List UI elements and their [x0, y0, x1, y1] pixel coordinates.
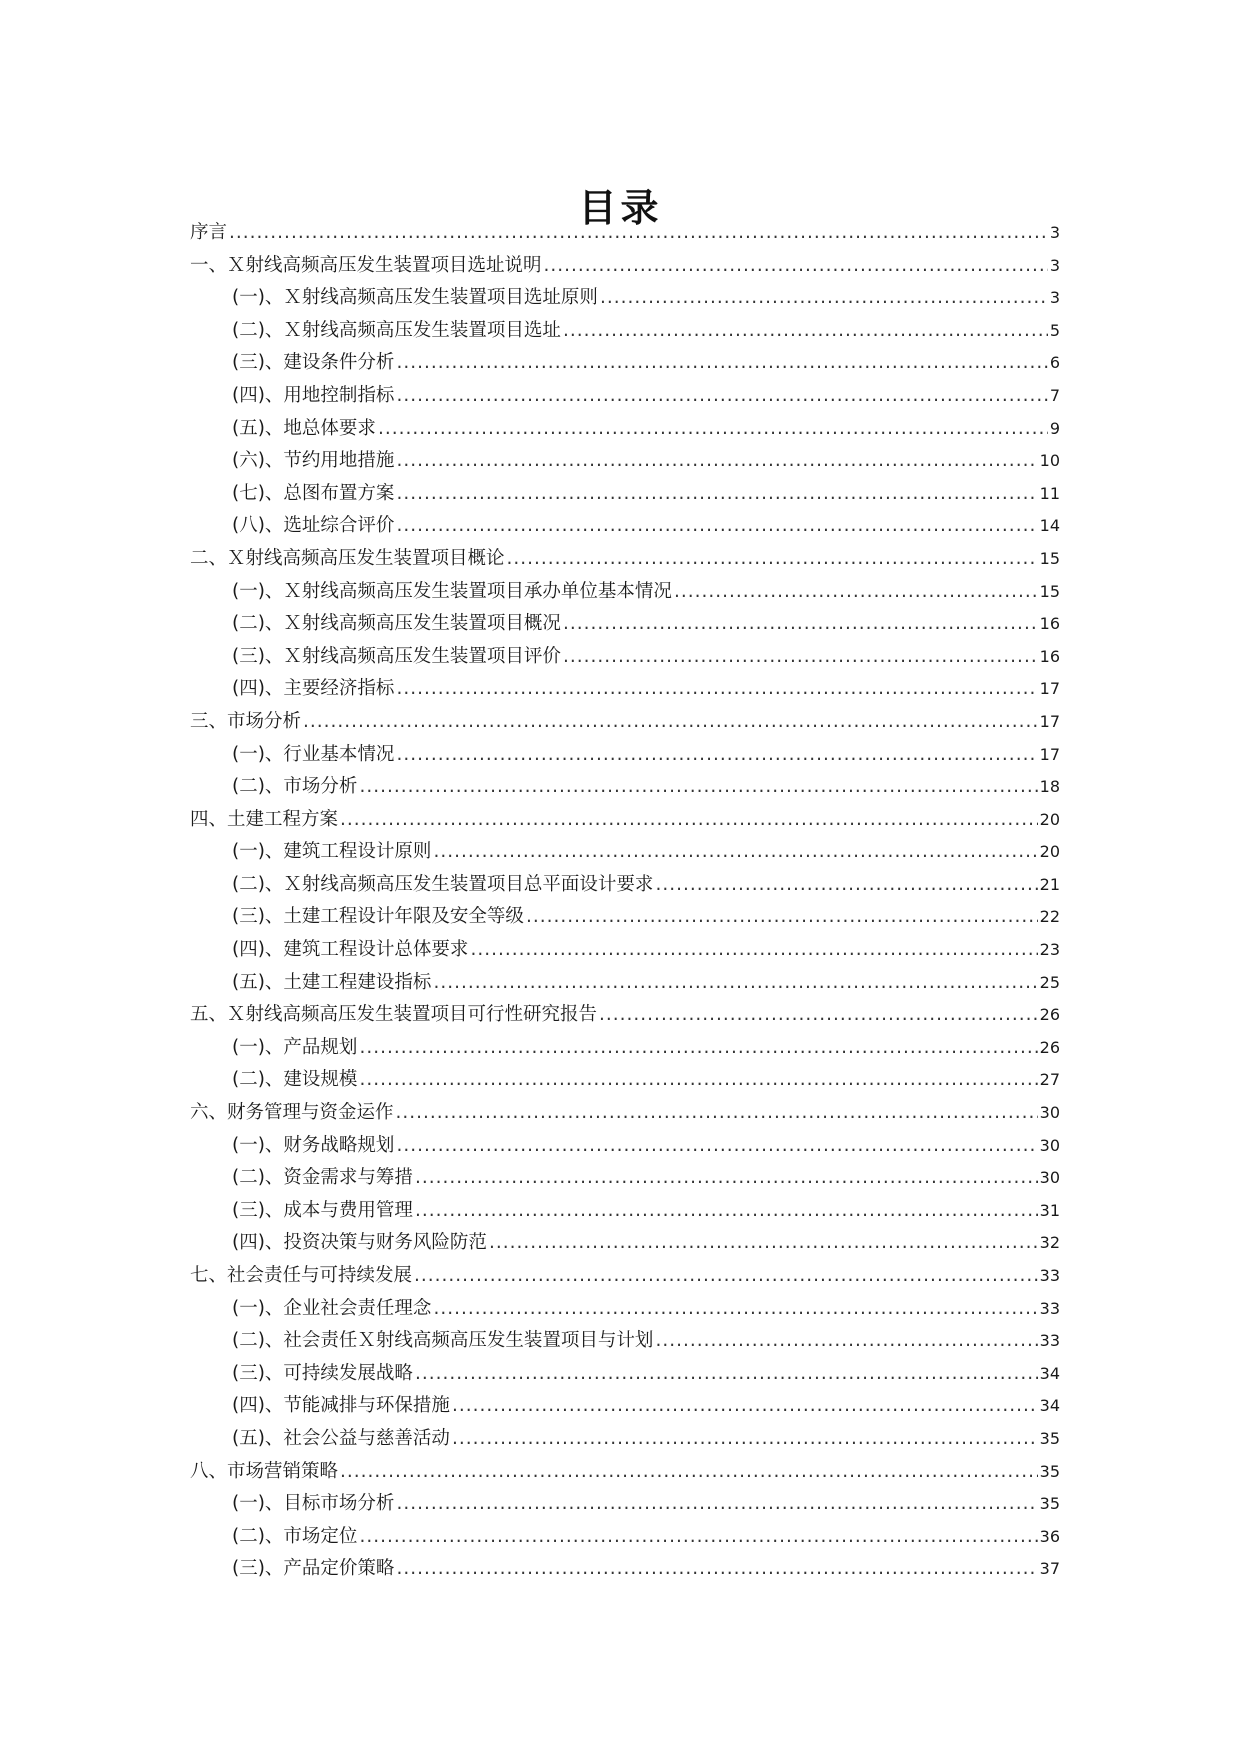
toc-section-entry[interactable]	[190, 739, 1060, 772]
toc-page-number: 25	[1039, 972, 1060, 992]
toc-entry-label: (三)、Ｘ射线高频高压发生装置项目评价	[232, 645, 561, 667]
toc-section-entry[interactable]	[190, 510, 1060, 543]
dot-leader	[415, 1195, 1038, 1228]
toc-entry-label: 四、土建工程方案	[190, 808, 339, 830]
toc-section-entry[interactable]	[190, 1130, 1060, 1163]
dot-leader	[563, 608, 1038, 641]
toc-chapter-entry[interactable]	[190, 706, 1060, 739]
toc-entry-label: (三)、成本与费用管理	[232, 1199, 413, 1221]
dot-leader	[655, 869, 1037, 902]
toc-page-number: 5	[1049, 320, 1060, 340]
toc-section-entry[interactable]	[190, 901, 1060, 934]
toc-entry-label: (一)、企业社会责任理念	[232, 1297, 432, 1319]
toc-page-number: 32	[1039, 1233, 1060, 1253]
toc-page-number: 14	[1039, 516, 1060, 536]
toc-section-entry[interactable]	[190, 1195, 1060, 1228]
toc-page-number: 35	[1039, 1428, 1060, 1448]
toc-page-number: 11	[1039, 483, 1060, 503]
toc-entry-label: 六、财务管理与资金运作	[190, 1102, 394, 1124]
dot-leader	[415, 1162, 1038, 1195]
dot-leader	[433, 1293, 1037, 1326]
toc-entry-label: (五)、土建工程建设指标	[232, 971, 432, 993]
toc-page-number: 18	[1039, 777, 1060, 797]
toc-page-number: 37	[1039, 1559, 1060, 1579]
toc-entry-label: (一)、目标市场分析	[232, 1493, 395, 1515]
toc-section-entry[interactable]	[190, 413, 1060, 446]
toc-chapter-entry[interactable]	[190, 999, 1060, 1032]
toc-entry-label: (八)、选址综合评价	[232, 515, 395, 537]
toc-entry-label: (二)、建设规模	[232, 1069, 358, 1091]
dot-leader	[340, 804, 1038, 837]
toc-entry-label: (四)、节能减排与环保措施	[232, 1395, 450, 1417]
toc-entry-label: (二)、市场定位	[232, 1525, 358, 1547]
dot-leader	[674, 576, 1038, 609]
toc-section-entry[interactable]	[190, 967, 1060, 1000]
toc-page-number: 36	[1039, 1526, 1060, 1546]
toc-section-entry[interactable]	[190, 315, 1060, 348]
dot-leader	[433, 836, 1037, 869]
toc-section-entry[interactable]	[190, 1227, 1060, 1260]
toc-page-number: 9	[1049, 418, 1060, 438]
dot-leader	[599, 999, 1038, 1032]
toc-page-number: 30	[1039, 1168, 1060, 1188]
toc-entry-label: 序言	[190, 222, 228, 243]
toc-section-entry[interactable]	[190, 1064, 1060, 1097]
toc-page-number: 3	[1049, 255, 1060, 275]
toc-section-entry[interactable]	[190, 673, 1060, 706]
toc-chapter-entry[interactable]	[190, 250, 1060, 283]
toc-page-number: 26	[1039, 1005, 1060, 1025]
dot-leader	[359, 1521, 1037, 1554]
page-title: 目录	[578, 186, 663, 231]
dot-leader	[340, 1456, 1038, 1489]
toc-entry-label: (六)、节约用地措施	[232, 450, 395, 472]
dot-leader	[396, 1553, 1037, 1586]
toc-page-number: 7	[1049, 385, 1060, 405]
toc-chapter-entry[interactable]	[190, 217, 1060, 250]
dot-leader	[452, 1423, 1038, 1456]
dot-leader	[229, 217, 1048, 250]
dot-leader	[396, 1097, 1038, 1130]
toc-section-entry[interactable]	[190, 1390, 1060, 1423]
dot-leader	[415, 1358, 1038, 1391]
toc-entry-label: (四)、建筑工程设计总体要求	[232, 939, 469, 961]
toc-page-number: 6	[1049, 353, 1060, 373]
toc-section-entry[interactable]	[190, 771, 1060, 804]
toc-entry-label: (四)、投资决策与财务风险防范	[232, 1232, 487, 1254]
dot-leader	[655, 1325, 1037, 1358]
dot-leader	[452, 1390, 1038, 1423]
dot-leader	[396, 478, 1037, 511]
toc-page-number: 33	[1039, 1331, 1060, 1351]
toc-chapter-entry[interactable]	[190, 543, 1060, 576]
dot-leader	[526, 901, 1038, 934]
table-of-contents	[190, 217, 1060, 1586]
toc-page-number: 26	[1039, 1037, 1060, 1057]
dot-leader	[544, 250, 1048, 283]
toc-entry-label: (四)、用地控制指标	[232, 384, 395, 406]
toc-section-entry[interactable]	[190, 1325, 1060, 1358]
toc-section-entry[interactable]	[190, 347, 1060, 380]
dot-leader	[396, 380, 1047, 413]
toc-section-entry[interactable]	[190, 869, 1060, 902]
toc-page-number: 15	[1039, 581, 1060, 601]
toc-entry-label: (一)、产品规划	[232, 1036, 358, 1058]
toc-entry-label: 七、社会责任与可持续发展	[190, 1265, 413, 1286]
toc-entry-label: 二、Ｘ射线高频高压发生装置项目概论	[190, 547, 505, 569]
dot-leader	[359, 1064, 1037, 1097]
toc-entry-label: (二)、Ｘ射线高频高压发生装置项目总平面设计要求	[232, 873, 654, 895]
toc-entry-label: (二)、资金需求与筹措	[232, 1167, 413, 1189]
toc-entry-label: (二)、市场分析	[232, 776, 358, 798]
toc-page-number: 22	[1039, 907, 1060, 927]
toc-section-entry[interactable]	[190, 836, 1060, 869]
dot-leader	[396, 347, 1047, 380]
dot-leader	[359, 1032, 1037, 1065]
toc-section-entry[interactable]	[190, 641, 1060, 674]
dot-leader	[359, 771, 1037, 804]
toc-entry-label: (一)、Ｘ射线高频高压发生装置项目选址原则	[232, 287, 598, 309]
toc-chapter-entry[interactable]	[190, 1097, 1060, 1130]
dot-leader	[563, 641, 1038, 674]
toc-page-number: 30	[1039, 1135, 1060, 1155]
toc-section-entry[interactable]	[190, 478, 1060, 511]
toc-page-number: 34	[1039, 1363, 1060, 1383]
toc-page-number: 17	[1039, 711, 1060, 731]
dot-leader	[507, 543, 1038, 576]
toc-entry-label: (一)、建筑工程设计原则	[232, 841, 432, 863]
toc-entry-label: (三)、可持续发展战略	[232, 1362, 413, 1384]
toc-page-number: 27	[1039, 1070, 1060, 1090]
toc-page-number: 33	[1039, 1266, 1060, 1285]
toc-page-number: 3	[1049, 288, 1060, 308]
dot-leader	[396, 1488, 1037, 1521]
toc-page-number: 23	[1039, 940, 1060, 960]
toc-section-entry[interactable]	[190, 282, 1060, 315]
toc-chapter-entry[interactable]	[190, 1456, 1060, 1489]
toc-entry-label: (二)、Ｘ射线高频高压发生装置项目选址	[232, 319, 561, 341]
toc-entry-label: (三)、产品定价策略	[232, 1558, 395, 1580]
toc-page-number: 21	[1039, 874, 1060, 894]
toc-page-number: 16	[1039, 614, 1060, 634]
dot-leader	[396, 510, 1037, 543]
dot-leader	[433, 967, 1037, 1000]
dot-leader	[396, 673, 1037, 706]
toc-section-entry[interactable]	[190, 608, 1060, 641]
toc-section-entry[interactable]	[190, 1521, 1060, 1554]
toc-page-number: 33	[1039, 1298, 1060, 1318]
dot-leader	[414, 1260, 1038, 1293]
toc-entry-label: 八、市场营销策略	[190, 1460, 339, 1482]
toc-chapter-entry[interactable]	[190, 1260, 1060, 1293]
dot-leader	[396, 445, 1037, 478]
dot-leader	[396, 739, 1037, 772]
toc-entry-label: (一)、行业基本情况	[232, 743, 395, 765]
toc-section-entry[interactable]	[190, 1293, 1060, 1326]
toc-page-number: 31	[1039, 1200, 1060, 1220]
toc-page-number: 20	[1039, 842, 1060, 862]
toc-section-entry[interactable]	[190, 1553, 1060, 1586]
toc-section-entry[interactable]	[190, 445, 1060, 478]
toc-section-entry[interactable]	[190, 934, 1060, 967]
toc-entry-label: (三)、建设条件分析	[232, 352, 395, 374]
toc-page-number: 34	[1039, 1396, 1060, 1416]
toc-page-number: 3	[1049, 223, 1060, 242]
toc-page-number: 17	[1039, 744, 1060, 764]
toc-section-entry[interactable]	[190, 1488, 1060, 1521]
toc-page-number: 17	[1039, 679, 1060, 699]
toc-page-number: 15	[1039, 548, 1060, 568]
toc-page-number: 35	[1039, 1494, 1060, 1514]
dot-leader	[378, 413, 1048, 446]
dot-leader	[600, 282, 1048, 315]
toc-entry-label: (七)、总图布置方案	[232, 482, 395, 504]
dot-leader	[489, 1227, 1038, 1260]
toc-entry-label: (四)、主要经济指标	[232, 678, 395, 700]
toc-page-number: 16	[1039, 646, 1060, 666]
toc-entry-label: (一)、Ｘ射线高频高压发生装置项目承办单位基本情况	[232, 580, 672, 602]
toc-entry-label: (五)、地总体要求	[232, 417, 376, 439]
toc-entry-label: (二)、社会责任Ｘ射线高频高压发生装置项目与计划	[232, 1330, 654, 1352]
toc-section-entry[interactable]	[190, 1423, 1060, 1456]
toc-page-number: 20	[1039, 809, 1060, 829]
toc-section-entry[interactable]	[190, 1032, 1060, 1065]
dot-leader	[470, 934, 1037, 967]
toc-entry-label: 三、市场分析	[190, 710, 302, 732]
toc-page-number: 10	[1039, 451, 1060, 471]
toc-entry-label: (五)、社会公益与慈善活动	[232, 1427, 450, 1449]
dot-leader	[303, 706, 1038, 739]
toc-section-entry[interactable]	[190, 1162, 1060, 1195]
toc-section-entry[interactable]	[190, 380, 1060, 413]
toc-entry-label: 一、Ｘ射线高频高压发生装置项目选址说明	[190, 254, 542, 276]
toc-section-entry[interactable]	[190, 1358, 1060, 1391]
dot-leader	[563, 315, 1048, 348]
toc-chapter-entry[interactable]	[190, 804, 1060, 837]
toc-entry-label: 五、Ｘ射线高频高压发生装置项目可行性研究报告	[190, 1004, 598, 1026]
toc-entry-label: (三)、土建工程设计年限及安全等级	[232, 906, 524, 928]
toc-entry-label: (一)、财务战略规划	[232, 1134, 395, 1156]
toc-page-number: 35	[1039, 1461, 1060, 1481]
toc-entry-label: (二)、Ｘ射线高频高压发生装置项目概况	[232, 613, 561, 635]
toc-section-entry[interactable]	[190, 576, 1060, 609]
toc-page-number: 30	[1039, 1103, 1060, 1123]
dot-leader	[396, 1130, 1037, 1163]
